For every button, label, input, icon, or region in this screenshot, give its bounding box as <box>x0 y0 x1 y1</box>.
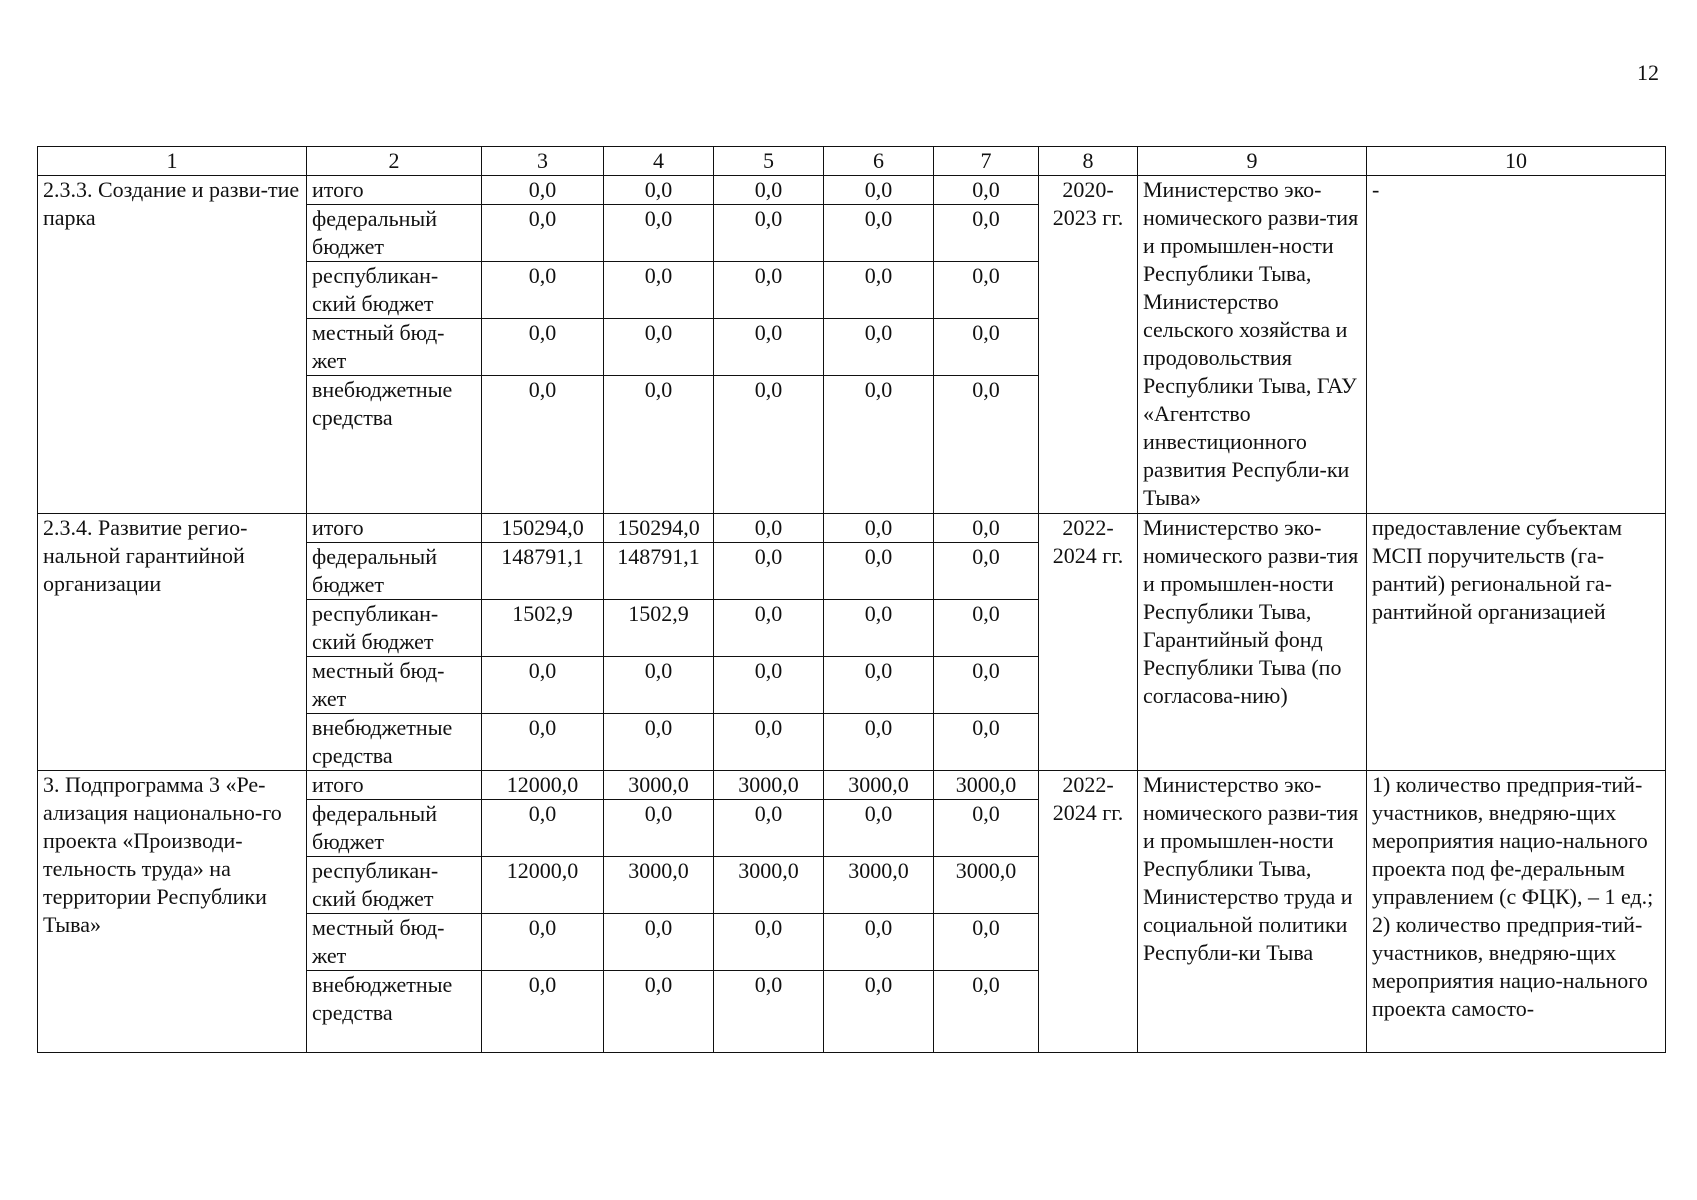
value-cell: 0,0 <box>714 714 824 771</box>
funding-source: местный бюд-жет <box>307 319 482 376</box>
value-cell: 0,0 <box>714 319 824 376</box>
value-cell: 0,0 <box>714 176 824 205</box>
value-cell: 0,0 <box>604 262 714 319</box>
value-cell: 0,0 <box>604 657 714 714</box>
value-cell: 0,0 <box>714 657 824 714</box>
value-cell: 0,0 <box>714 262 824 319</box>
funding-source: итого <box>307 176 482 205</box>
executor-cell: Министерство эко-номического разви-тия и промышлен-ности Республики Тыва, Министерство сельского хозяйства и продовольствия Республики Тыва, ГАУ «Агентство инвестиционного развития Республи-ки Тыва» <box>1138 176 1367 514</box>
value-cell: 0,0 <box>714 600 824 657</box>
value-cell: 150294,0 <box>482 514 604 543</box>
value-cell: 3000,0 <box>604 771 714 800</box>
value-cell: 3000,0 <box>604 857 714 914</box>
value-cell: 0,0 <box>934 262 1039 319</box>
value-cell: 148791,1 <box>482 543 604 600</box>
value-cell: 0,0 <box>824 714 934 771</box>
value-cell: 0,0 <box>934 176 1039 205</box>
funding-source: федеральный бюджет <box>307 205 482 262</box>
header-cell: 1 <box>38 147 307 176</box>
value-cell: 0,0 <box>714 205 824 262</box>
table-header-row <box>38 147 1666 176</box>
funding-source: республикан-ский бюджет <box>307 600 482 657</box>
value-cell: 0,0 <box>604 176 714 205</box>
value-cell: 0,0 <box>482 376 604 514</box>
funding-source: местный бюд-жет <box>307 657 482 714</box>
value-cell: 0,0 <box>482 205 604 262</box>
value-cell: 0,0 <box>934 600 1039 657</box>
funding-source: итого <box>307 771 482 800</box>
funding-source: федеральный бюджет <box>307 800 482 857</box>
table-row <box>38 176 1666 205</box>
value-cell: 0,0 <box>604 714 714 771</box>
value-cell: 0,0 <box>482 971 604 1053</box>
value-cell: 0,0 <box>714 376 824 514</box>
header-cell: 9 <box>1138 147 1367 176</box>
activity-title: 3. Подпрограмма 3 «Ре-ализация национально-го проекта «Производи-тельность труда» на территории Республики Тыва» <box>38 771 307 1053</box>
funding-source: внебюджетные средства <box>307 376 482 514</box>
value-cell: 3000,0 <box>714 857 824 914</box>
value-cell: 3000,0 <box>824 771 934 800</box>
value-cell: 3000,0 <box>934 771 1039 800</box>
value-cell: 0,0 <box>604 205 714 262</box>
value-cell: 0,0 <box>934 376 1039 514</box>
value-cell: 0,0 <box>714 543 824 600</box>
header-cell: 8 <box>1039 147 1138 176</box>
value-cell: 0,0 <box>824 800 934 857</box>
value-cell: 0,0 <box>934 543 1039 600</box>
executor-cell: Министерство эко-номического разви-тия и промышлен-ности Республики Тыва, Министерство труда и социальной политики Республи-ки Тыва <box>1138 771 1367 1053</box>
value-cell: 0,0 <box>482 714 604 771</box>
table-row <box>38 514 1666 543</box>
value-cell: 0,0 <box>482 262 604 319</box>
result-cell: 1) количество предприя-тий-участников, внедряю-щих мероприятия нацио-нального проекта под фе-деральным управлением (с ФЦК), – 1 ед.; 2) количество предприя-тий-участников, внедряю-щих мероприятия нацио-нального проекта самосто- <box>1367 771 1666 1053</box>
value-cell: 0,0 <box>482 800 604 857</box>
value-cell: 0,0 <box>824 376 934 514</box>
value-cell: 0,0 <box>824 176 934 205</box>
activity-title: 2.3.3. Создание и разви-тие парка <box>38 176 307 514</box>
funding-source: республикан-ский бюджет <box>307 262 482 319</box>
value-cell: 0,0 <box>934 800 1039 857</box>
period-cell: 2020-2023 гг. <box>1039 176 1138 514</box>
value-cell: 0,0 <box>824 657 934 714</box>
value-cell: 3000,0 <box>934 857 1039 914</box>
header-cell: 3 <box>482 147 604 176</box>
value-cell: 1502,9 <box>482 600 604 657</box>
result-cell: предоставление субъектам МСП поручительств (га-рантий) региональной га-рантийной организацией <box>1367 514 1666 771</box>
value-cell: 1502,9 <box>604 600 714 657</box>
value-cell: 0,0 <box>824 514 934 543</box>
value-cell: 3000,0 <box>824 857 934 914</box>
value-cell: 0,0 <box>934 514 1039 543</box>
value-cell: 0,0 <box>482 657 604 714</box>
value-cell: 0,0 <box>714 914 824 971</box>
value-cell: 0,0 <box>824 319 934 376</box>
value-cell: 0,0 <box>824 262 934 319</box>
value-cell: 0,0 <box>714 971 824 1053</box>
period-cell: 2022-2024 гг. <box>1039 771 1138 1053</box>
header-cell: 5 <box>714 147 824 176</box>
value-cell: 0,0 <box>824 971 934 1053</box>
value-cell: 0,0 <box>714 514 824 543</box>
header-cell: 6 <box>824 147 934 176</box>
value-cell: 12000,0 <box>482 771 604 800</box>
executor-cell: Министерство эко-номического разви-тия и промышлен-ности Республики Тыва, Гарантийный фонд Республики Тыва (по согласова-нию) <box>1138 514 1367 771</box>
value-cell: 0,0 <box>824 205 934 262</box>
value-cell: 0,0 <box>714 800 824 857</box>
value-cell: 0,0 <box>604 319 714 376</box>
value-cell: 0,0 <box>934 319 1039 376</box>
value-cell: 0,0 <box>604 376 714 514</box>
value-cell: 0,0 <box>482 319 604 376</box>
funding-source: местный бюд-жет <box>307 914 482 971</box>
value-cell: 0,0 <box>934 971 1039 1053</box>
value-cell: 0,0 <box>604 971 714 1053</box>
value-cell: 0,0 <box>604 914 714 971</box>
header-cell: 2 <box>307 147 482 176</box>
funding-source: федеральный бюджет <box>307 543 482 600</box>
value-cell: 3000,0 <box>714 771 824 800</box>
value-cell: 0,0 <box>934 914 1039 971</box>
value-cell: 0,0 <box>934 205 1039 262</box>
value-cell: 148791,1 <box>604 543 714 600</box>
value-cell: 0,0 <box>824 543 934 600</box>
value-cell: 0,0 <box>824 600 934 657</box>
funding-source: итого <box>307 514 482 543</box>
funding-source: внебюджетные средства <box>307 971 482 1053</box>
program-table <box>37 146 1666 1053</box>
value-cell: 0,0 <box>934 657 1039 714</box>
value-cell: 0,0 <box>482 914 604 971</box>
funding-source: внебюджетные средства <box>307 714 482 771</box>
header-cell: 7 <box>934 147 1039 176</box>
funding-source: республикан-ский бюджет <box>307 857 482 914</box>
page-number: 12 <box>1637 60 1659 85</box>
value-cell: 0,0 <box>604 800 714 857</box>
period-cell: 2022-2024 гг. <box>1039 514 1138 771</box>
value-cell: 150294,0 <box>604 514 714 543</box>
value-cell: 0,0 <box>934 714 1039 771</box>
table-row <box>38 771 1666 800</box>
value-cell: 12000,0 <box>482 857 604 914</box>
header-cell: 10 <box>1367 147 1666 176</box>
result-cell: - <box>1367 176 1666 514</box>
activity-title: 2.3.4. Развитие регио-нальной гарантийной организации <box>38 514 307 771</box>
value-cell: 0,0 <box>482 176 604 205</box>
header-cell: 4 <box>604 147 714 176</box>
value-cell: 0,0 <box>824 914 934 971</box>
